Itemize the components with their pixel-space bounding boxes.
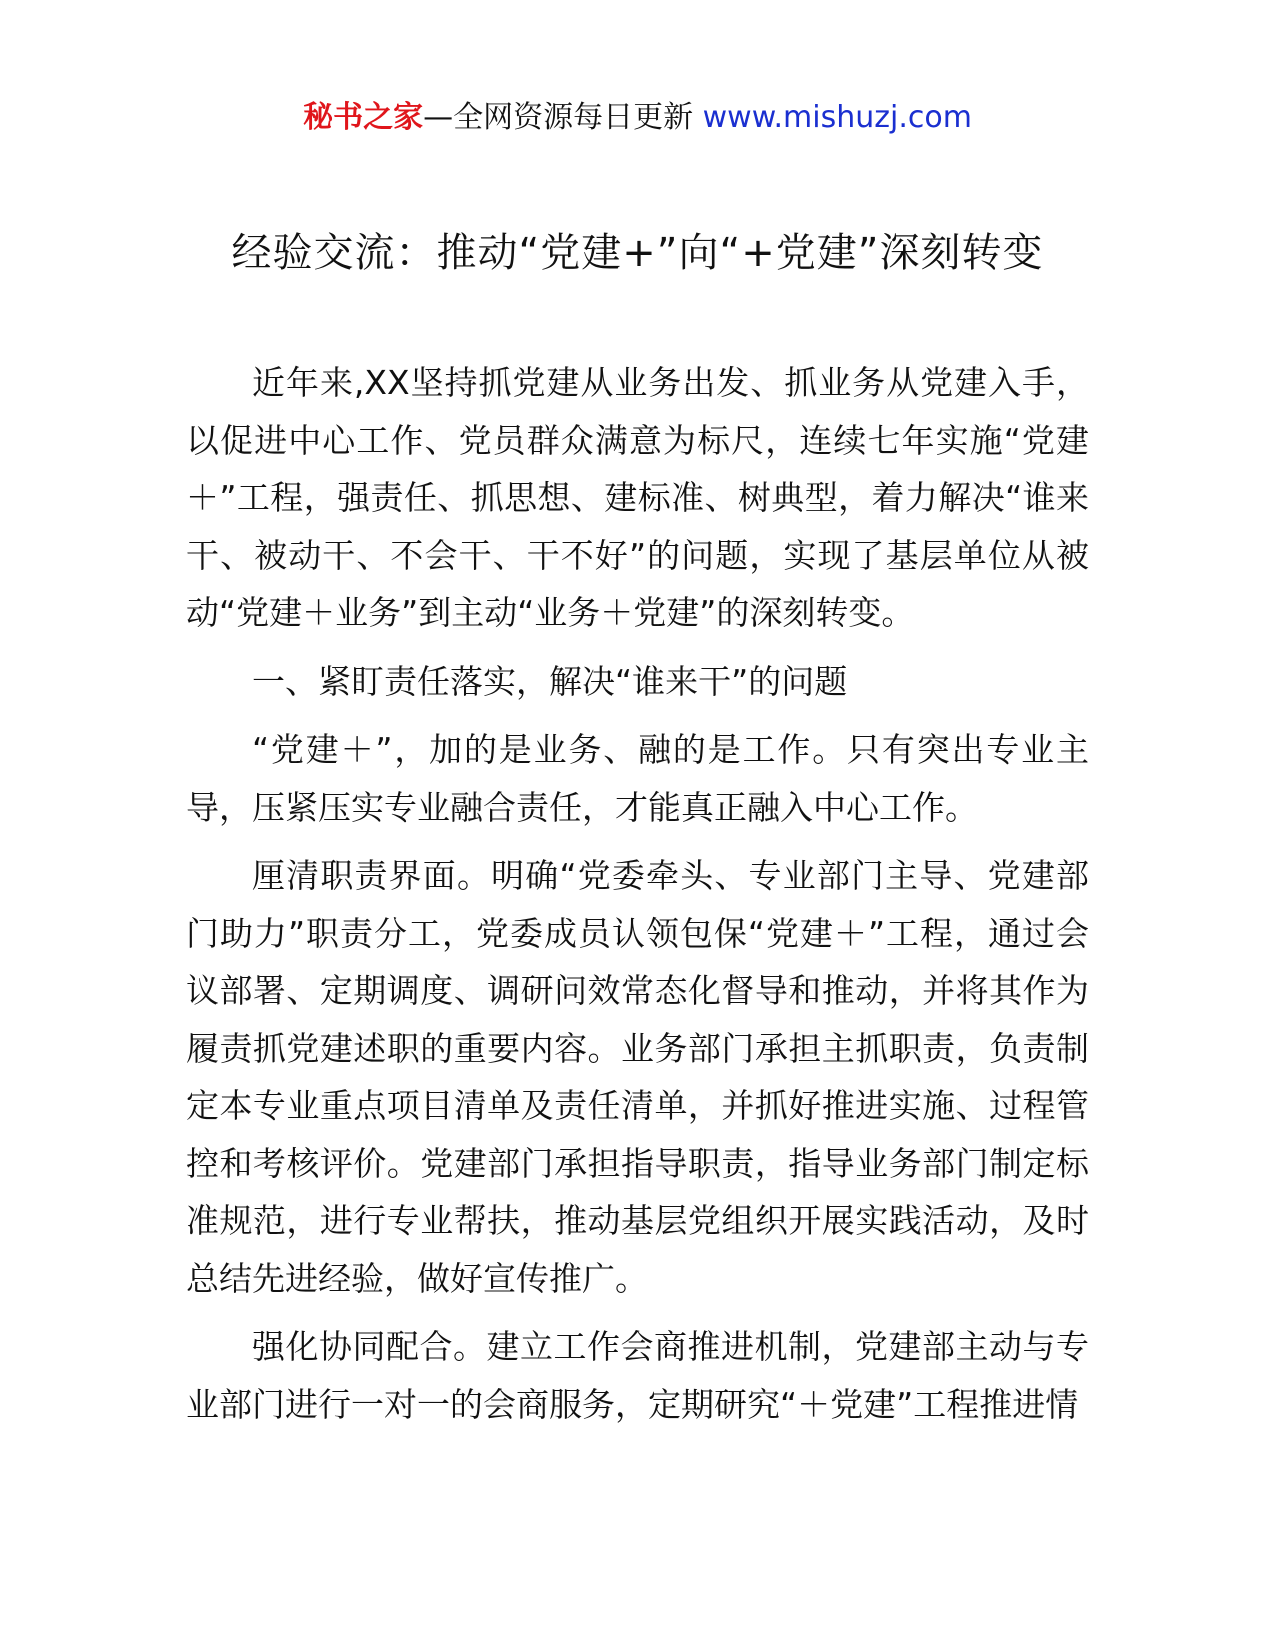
- paragraph: 厘清职责界面。明确“党委牵头、专业部门主导、党建部门助力”职责分工，党委成员认领包保“党建＋”工程，通过会议部署、定期调度、调研问效常态化督导和推动，并将其作为履责抓党建述职的重要内容。业务部门承担主抓职责，负责制定本专业重点项目清单及责任清单，并抓好推进实施、过程管控和考核评价。党建部门承担指导职责，指导业务部门制定标准规范，进行专业帮扶，推动基层党组织开展实践活动，及时总结先进经验，做好宣传推广。: [186, 856, 1089, 1298]
- site-brand: 秘书之家: [303, 100, 424, 135]
- site-header: [0, 96, 1275, 140]
- section-heading-1: 一、紧盯责任落实，解决“谁来干”的问题: [252, 661, 848, 701]
- site-slogan: —全网资源每日更新: [423, 100, 694, 135]
- document-body: [186, 354, 1089, 1444]
- paragraph-intro: 近年来,XX坚持抓党建从业务出发、抓业务从党建入手，以促进中心工作、党员群众满意为标尺，连续七年实施“党建＋”工程，强责任、抓思想、建标准、树典型，着力解决“谁来干、被动干、不会干、干不好”的问题，实现了基层单位从被动“党建＋业务”到主动“业务＋党建”的深刻转变。: [186, 363, 1089, 632]
- paragraph: 强化协同配合。建立工作会商推进机制，党建部主动与专业部门进行一对一的会商服务，定期研究“＋党建”工程推进情: [186, 1327, 1089, 1424]
- paragraph: “党建＋”，加的是业务、融的是工作。只有突出专业主导，压紧压实专业融合责任，才能真正融入中心工作。: [186, 730, 1089, 827]
- document-title: 经验交流：推动“党建+”向“+党建”深刻转变: [231, 230, 1044, 276]
- site-url-link[interactable]: www.mishuzj.com: [702, 100, 972, 135]
